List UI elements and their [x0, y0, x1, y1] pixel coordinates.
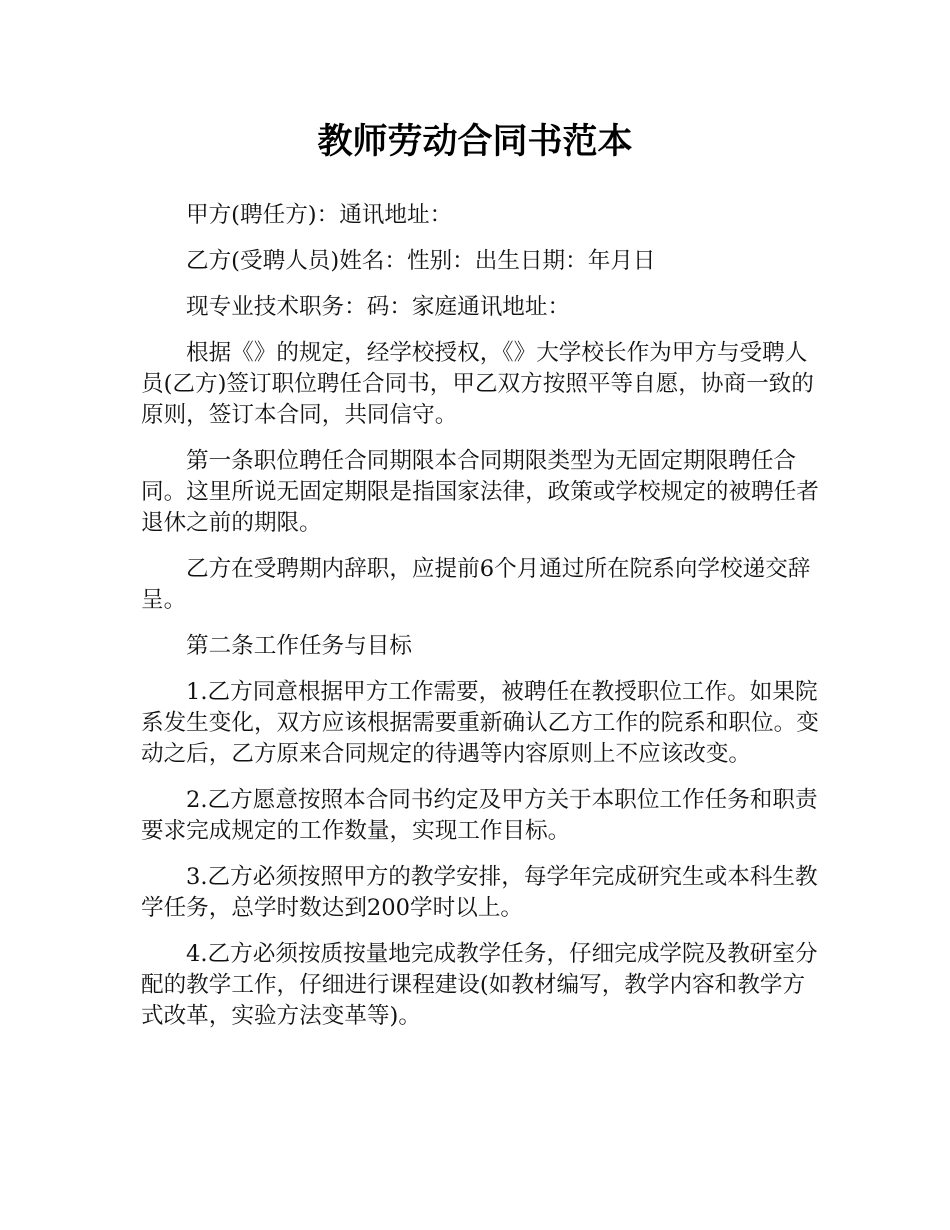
- paragraph-preamble: 根据《》的规定，经学校授权，《》大学校长作为甲方与受聘人员(乙方)签订职位聘任合同书，甲乙双方按照平等自愿，协商一致的原则，签订本合同，共同信守。: [141, 340, 814, 428]
- paragraph-party-a: 甲方(聘任方)：通讯地址：: [186, 202, 453, 228]
- document-title: 教师劳动合同书范本: [317, 122, 633, 162]
- document-body: [141, 200, 821, 1047]
- paragraph-party-b: 乙方(受聘人员)姓名：性别：出生日期：年月日: [186, 248, 656, 274]
- paragraph-resignation: 乙方在受聘期内辞职，应提前6个月通过所在院系向学校递交辞呈。: [141, 556, 811, 613]
- paragraph-item-3: 3.乙方必须按照甲方的教学安排，每学年完成研究生或本科生教学任务，总学时数达到200学时以上。: [141, 864, 818, 921]
- paragraph-item-1: 1.乙方同意根据甲方工作需要，被聘任在教授职位工作。如果院系发生变化，双方应该根据需要重新确认乙方工作的院系和职位。变动之后，乙方原来合同规定的待遇等内容原则上不应该改变。: [141, 679, 819, 767]
- paragraph-article-1: 第一条职位聘任合同期限本合同期限类型为无固定期限聘任合同。这里所说无固定期限是指国家法律，政策或学校规定的被聘任者退休之前的期限。: [141, 448, 819, 536]
- paragraph-item-2: 2.乙方愿意按照本合同书约定及甲方关于本职位工作任务和职责要求完成规定的工作数量，实现工作目标。: [141, 787, 818, 844]
- paragraph-article-2-heading: 第二条工作任务与目标: [186, 633, 412, 659]
- paragraph-current-position: 现专业技术职务：码：家庭通讯地址：: [186, 294, 571, 320]
- paragraph-item-4: 4.乙方必须按质按量地完成教学任务，仔细完成学院及教研室分配的教学工作，仔细进行课程建设(如教材编写，教学内容和教学方式改革，实验方法变革等)。: [141, 941, 818, 1029]
